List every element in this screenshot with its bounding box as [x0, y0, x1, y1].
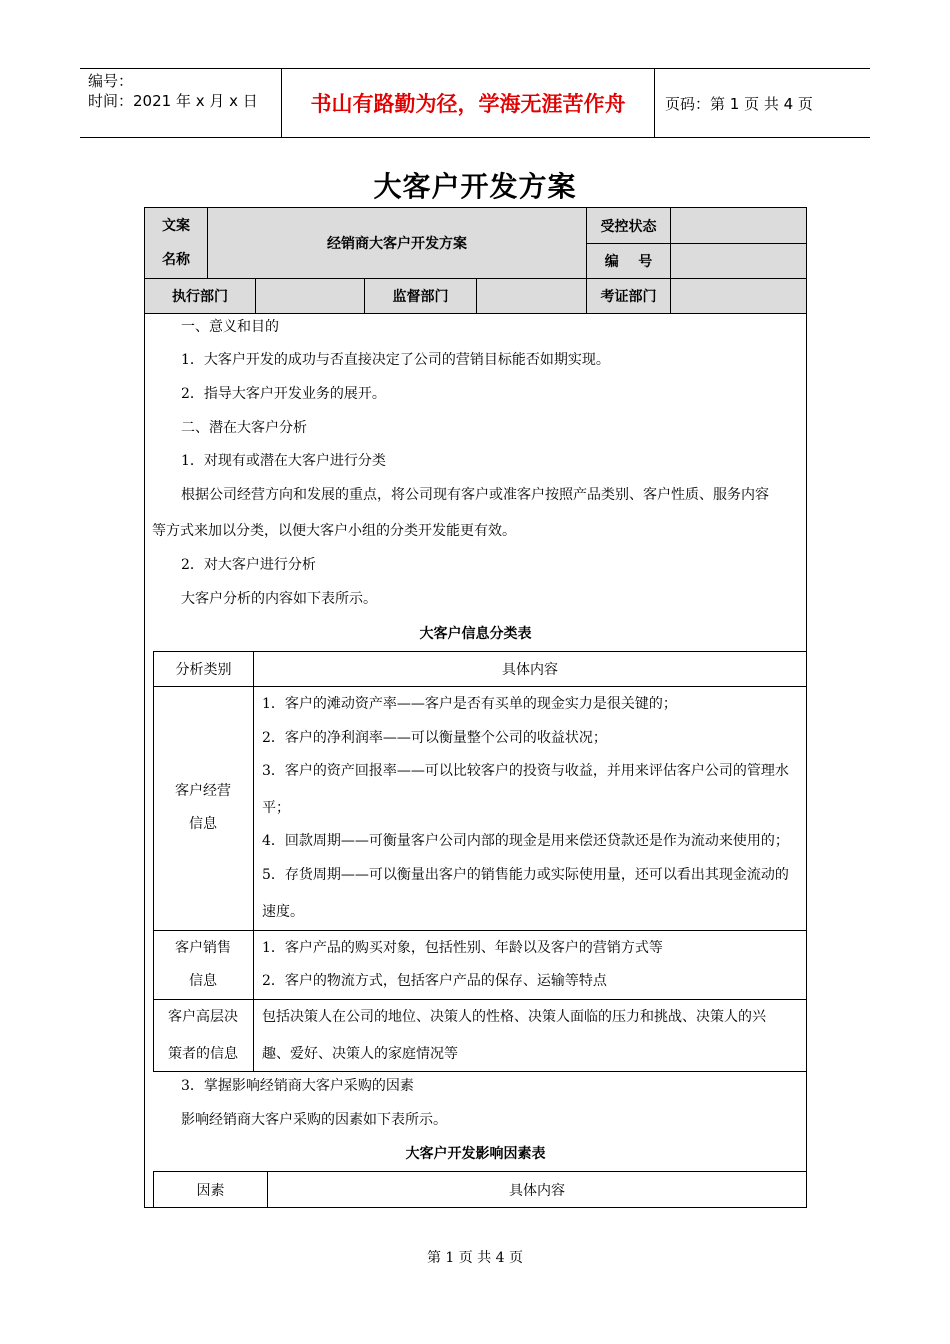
verify-dept-label: 考证部门	[586, 278, 671, 314]
paragraph: 2．对大客户进行分析	[181, 557, 316, 573]
paragraph: 等方式来加以分类，以便大客户小组的分类开发能更有效。	[152, 523, 516, 539]
exec-dept-label: 执行部门	[144, 278, 256, 314]
table-1-header-category: 分析类别	[153, 651, 254, 687]
supervise-dept-label: 监督部门	[364, 278, 477, 314]
page-footer: 第 1 页 共 4 页	[426, 1250, 524, 1266]
control-status-label: 受控状态	[586, 207, 671, 244]
paragraph: 3．掌握影响经销商大客户采购的因素	[181, 1078, 414, 1094]
table-1-row-1-content: 1．客户的滩动资产率——客户是否有买单的现金实力是很关键的； 2．客户的净利润率——可以衡量整个公司的收益状况； 3．客户的资产回报率——可以比较客户的投资与收益，并用来评估客户公司的管理水 平； 4．回款周期——可衡量客户公司内部的现金是用来偿还贷款还是作为流动来使用的； 5．存货周期——可以衡量出客户的销售能力或实际使用量，还可以看出其现金流动的 速度。	[253, 686, 807, 931]
paragraph: 大客户分析的内容如下表所示。	[181, 591, 377, 607]
header-meta	[80, 69, 282, 137]
paragraph: 影响经销商大客户采购的因素如下表所示。	[181, 1112, 447, 1128]
table-1-row-2-content: 1．客户产品的购买对象，包括性别、年龄以及客户的营销方式等 2．客户的物流方式，包括客户产品的保存、运输等特点	[253, 930, 807, 1000]
paragraph: 根据公司经营方向和发展的重点，将公司现有客户或准客户按照产品类别、客户性质、服务内容	[181, 487, 769, 503]
table-1-row-3-content: 包括决策人在公司的地位、决策人的性格、决策人面临的压力和挑战、决策人的兴 趣、爱好、决策人的家庭情况等	[253, 999, 807, 1072]
table-2-header-factor: 因素	[153, 1171, 268, 1208]
document-title: 大客户开发方案	[373, 170, 577, 203]
header-page: 页码：第 1 页 共 4 页	[665, 94, 813, 113]
paragraph: 1．大客户开发的成功与否直接决定了公司的营销目标能否如期实现。	[181, 352, 610, 368]
header-time: 时间：2021 年 x 月 x 日	[88, 92, 258, 110]
doc-name-label: 文案 名称	[144, 207, 208, 279]
number-label: 编 号	[586, 243, 671, 279]
table-1-row-3-category: 客户高层决 策者的信息	[153, 999, 254, 1072]
doc-name-value: 经销商大客户开发方案	[207, 207, 587, 279]
table-1-row-2-category: 客户销售 信息	[153, 930, 254, 1000]
paragraph: 2．指导大客户开发业务的展开。	[181, 386, 386, 402]
control-status-value	[670, 207, 807, 244]
table-2-caption: 大客户开发影响因素表	[405, 1146, 546, 1162]
section-1-title: 一、意义和目的	[181, 319, 279, 335]
number-value	[670, 243, 807, 279]
paragraph: 1．对现有或潜在大客户进行分类	[181, 453, 386, 469]
table-1-row-1-category: 客户经营 信息	[153, 686, 254, 931]
header-motto: 书山有路勤为径，学海无涯苦作舟	[282, 69, 655, 137]
section-2-title: 二、潜在大客户分析	[181, 420, 307, 436]
exec-dept-value	[255, 278, 365, 314]
header-number: 编号：	[88, 72, 134, 90]
table-1-caption: 大客户信息分类表	[419, 626, 532, 642]
page-header	[80, 68, 870, 138]
verify-dept-value	[670, 278, 807, 314]
table-1-header-content: 具体内容	[253, 651, 807, 687]
supervise-dept-value	[476, 278, 587, 314]
table-2-header-content: 具体内容	[267, 1171, 807, 1208]
